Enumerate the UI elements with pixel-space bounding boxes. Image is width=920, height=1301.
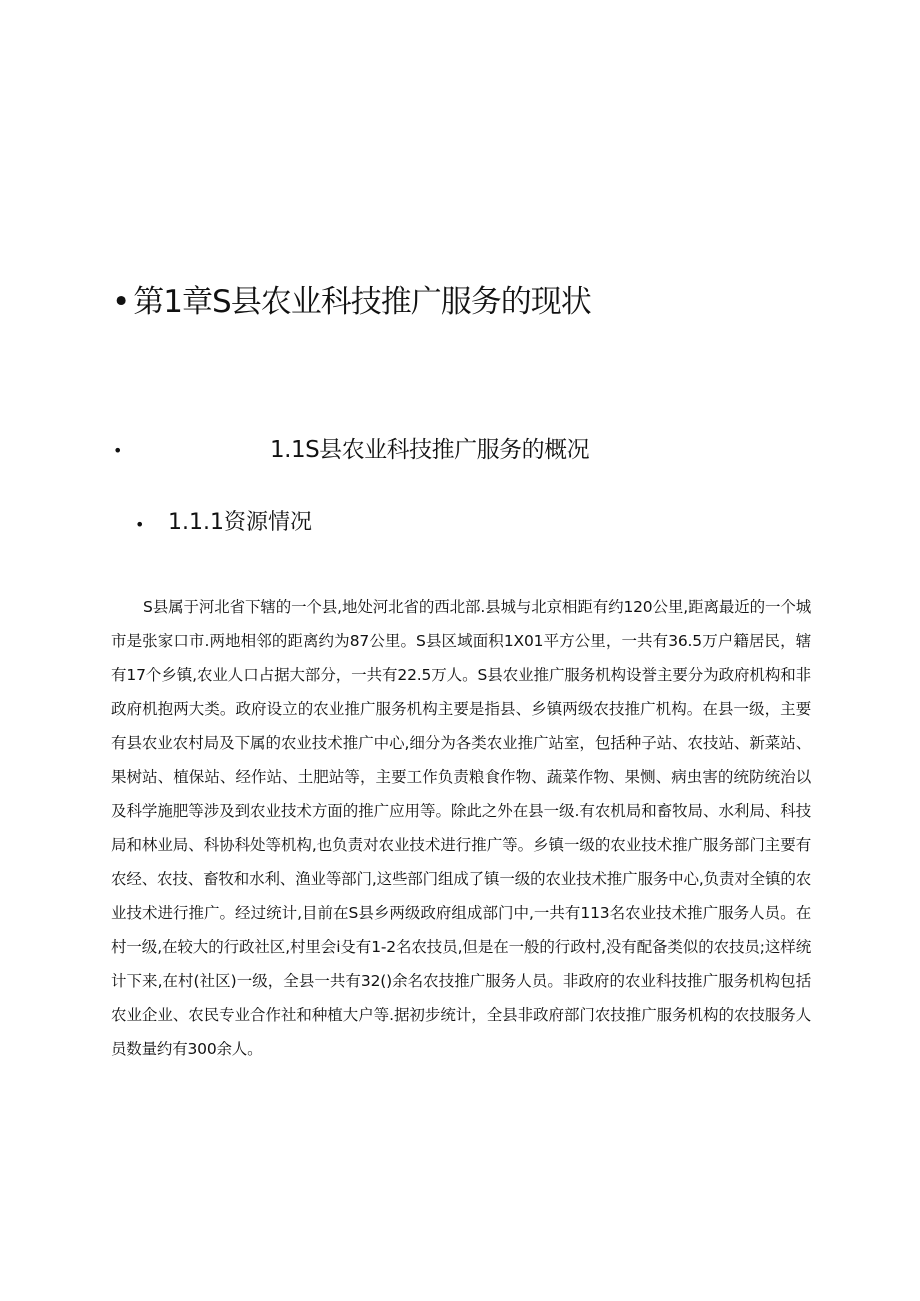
section-heading: 1.1S县农业科技推广服务的概况 bbox=[270, 437, 590, 463]
subsection-heading: 1.1.1资源情况 bbox=[168, 510, 312, 535]
chapter-title: 第1章S县农业科技推广服务的现状 bbox=[133, 284, 591, 320]
section-bullet: • bbox=[113, 441, 123, 460]
subsection-bullet: • bbox=[135, 515, 145, 534]
body-paragraph: S县属于河北省下辖的一个县,地处河北省的西北部.县城与北京相距有约120公里,距离最近的一个城市是张家口市.两地相邻的距离约为87公里。S县区域面积1X01平方公里，一共有36.5万户籍居民，辖有17个乡镇,农业人口占据大部分，一共有22.5万人。S县农业推广服务机构设誉主要分为政府机构和非政府机抱两大类。政府设立的农业推广服务机构主要是指县、乡镇两级农技推广机构。在县一级，主要有县农业农村局及下属的农业技术推广中心,细分为各类农业推广站室，包括种子站、农技站、新菜站、果树站、植保站、经作站、土肥站等，主要工作负责粮食作物、蔬菜作物、果恻、病虫害的统防统治以及科学施肥等涉及到农业技术方面的推广应用等。除此之外在县一级.有农机局和畜牧局、水利局、科技局和林业局、科协科处等机构,也负责对农业技术进行推广等。乡镇一级的农业技术推广服务部门主要有农经、农技、畜牧和水利、渔业等部门,这些部门组成了镇一级的农业技术推广服务中心,负责对全镇的农业技术进行推广。经过统计,目前在S县乡两级政府组成部门中,一共有113名农业技术推广服务人员。在村一级,在较大的行政社区,村里会i殳有1-2名农技员,但是在一般的行政村,没有配备类似的农技员;这样统计下来,在村(社区)一级，全县一共有32()余名农技推广服务人员。非政府的农业科技推广服务机构包括农业企业、农民专业合作社和种植大户等.据初步统计，全县非政府部门农技推广服务机构的农技服务人员数量约有300余人。 bbox=[111, 598, 811, 1058]
chapter-bullet: • bbox=[112, 284, 130, 320]
chapter-heading bbox=[112, 282, 591, 322]
